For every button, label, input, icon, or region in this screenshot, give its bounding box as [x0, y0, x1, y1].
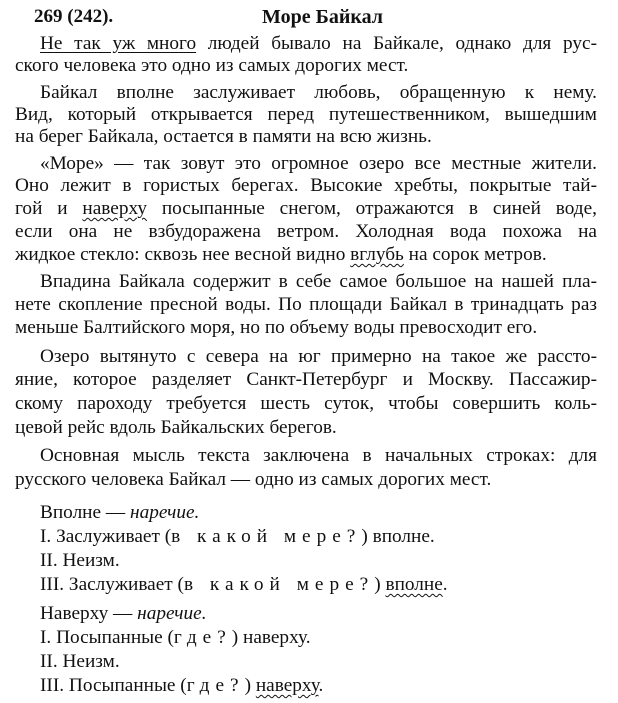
- question-spaced: в какой мере?: [171, 526, 362, 547]
- analysis-item: II. Неизм.: [40, 651, 120, 672]
- text-line: если она не взбудоражена ветром. Холодная вода похожа на: [15, 221, 597, 242]
- wavy-underlined-word: вполне: [385, 574, 443, 595]
- wavy-underlined-word: вглубь: [350, 244, 404, 265]
- analysis-item: I. Заслуживает (в какой мере?) вполне.: [40, 526, 435, 547]
- underlined-phrase: Не так уж много: [40, 33, 197, 54]
- text-line: русского человека Байкал — одно из самых дорогих мест.: [15, 469, 492, 490]
- analysis-item: I. Посыпанные (где?) наверху.: [40, 627, 311, 648]
- text-line: гой и наверху посыпанные снегом, отражаются в синей воде,: [15, 198, 597, 219]
- question-spaced: в какой мере?: [183, 574, 375, 595]
- text-line: Оно лежит в гористых берегах. Высокие хребты, покрытые тай-: [15, 175, 597, 196]
- analysis-heading: Наверху — наречие.: [40, 603, 207, 624]
- text-line: Основная мысль текста заключена в начальных строках: для: [40, 445, 597, 466]
- analysis-heading: Вполне — наречие.: [40, 502, 200, 523]
- analysis-item: III. Заслуживает (в какой мере?) вполне.: [40, 574, 448, 595]
- exercise-header: [34, 6, 604, 32]
- text-line: ского человека это одно из самых дорогих мест.: [15, 55, 409, 76]
- text-line: Вид, который открывается перед путешественником, вышедшим: [15, 104, 597, 125]
- text-line: на берег Байкала, остается в памяти на всю жизнь.: [15, 126, 432, 147]
- text-line: Озеро вытянуто с севера на юг примерно на такое же рассто-: [40, 346, 597, 367]
- question-spaced: где?: [173, 627, 232, 648]
- text-line: Не так уж много людей бывало на Байкале, однако для рус-: [40, 33, 597, 54]
- wavy-underlined-word: наверху: [255, 675, 319, 696]
- text-title: Море Байкал: [262, 6, 383, 28]
- text-line: яние, которое разделяет Санкт-Петербург и Москву. Пассажир-: [15, 369, 597, 390]
- text-line: Байкал вполне заслуживает любовь, обращенную к нему.: [40, 82, 597, 103]
- text-line: нете скопление пресной воды. По площади Байкал в тринадцать раз: [15, 294, 597, 315]
- text-line: «Море» — так зовут это огромное озеро все местные жители.: [40, 153, 597, 174]
- wavy-underlined-word: наверху: [82, 198, 148, 219]
- text-line: цевой рейс вдоль Байкальских берегов.: [15, 417, 337, 438]
- text-line: жидкое стекло: сквозь нее весной видно вглубь на сорок метров.: [15, 244, 547, 265]
- analysis-item: II. Неизм.: [40, 550, 120, 571]
- text-line: Впадина Байкала содержит в себе самое большое на нашей пла-: [40, 271, 597, 292]
- question-spaced: где?: [186, 675, 245, 696]
- analysis-item: III. Посыпанные (где?) наверху.: [40, 675, 324, 696]
- text-line: скому пароходу требуется шесть суток, чтобы совершить коль-: [15, 393, 597, 414]
- exercise-number: 269 (242).: [34, 6, 114, 27]
- text-line: меньше Балтийского моря, но по объему воды превосходит его.: [15, 317, 538, 338]
